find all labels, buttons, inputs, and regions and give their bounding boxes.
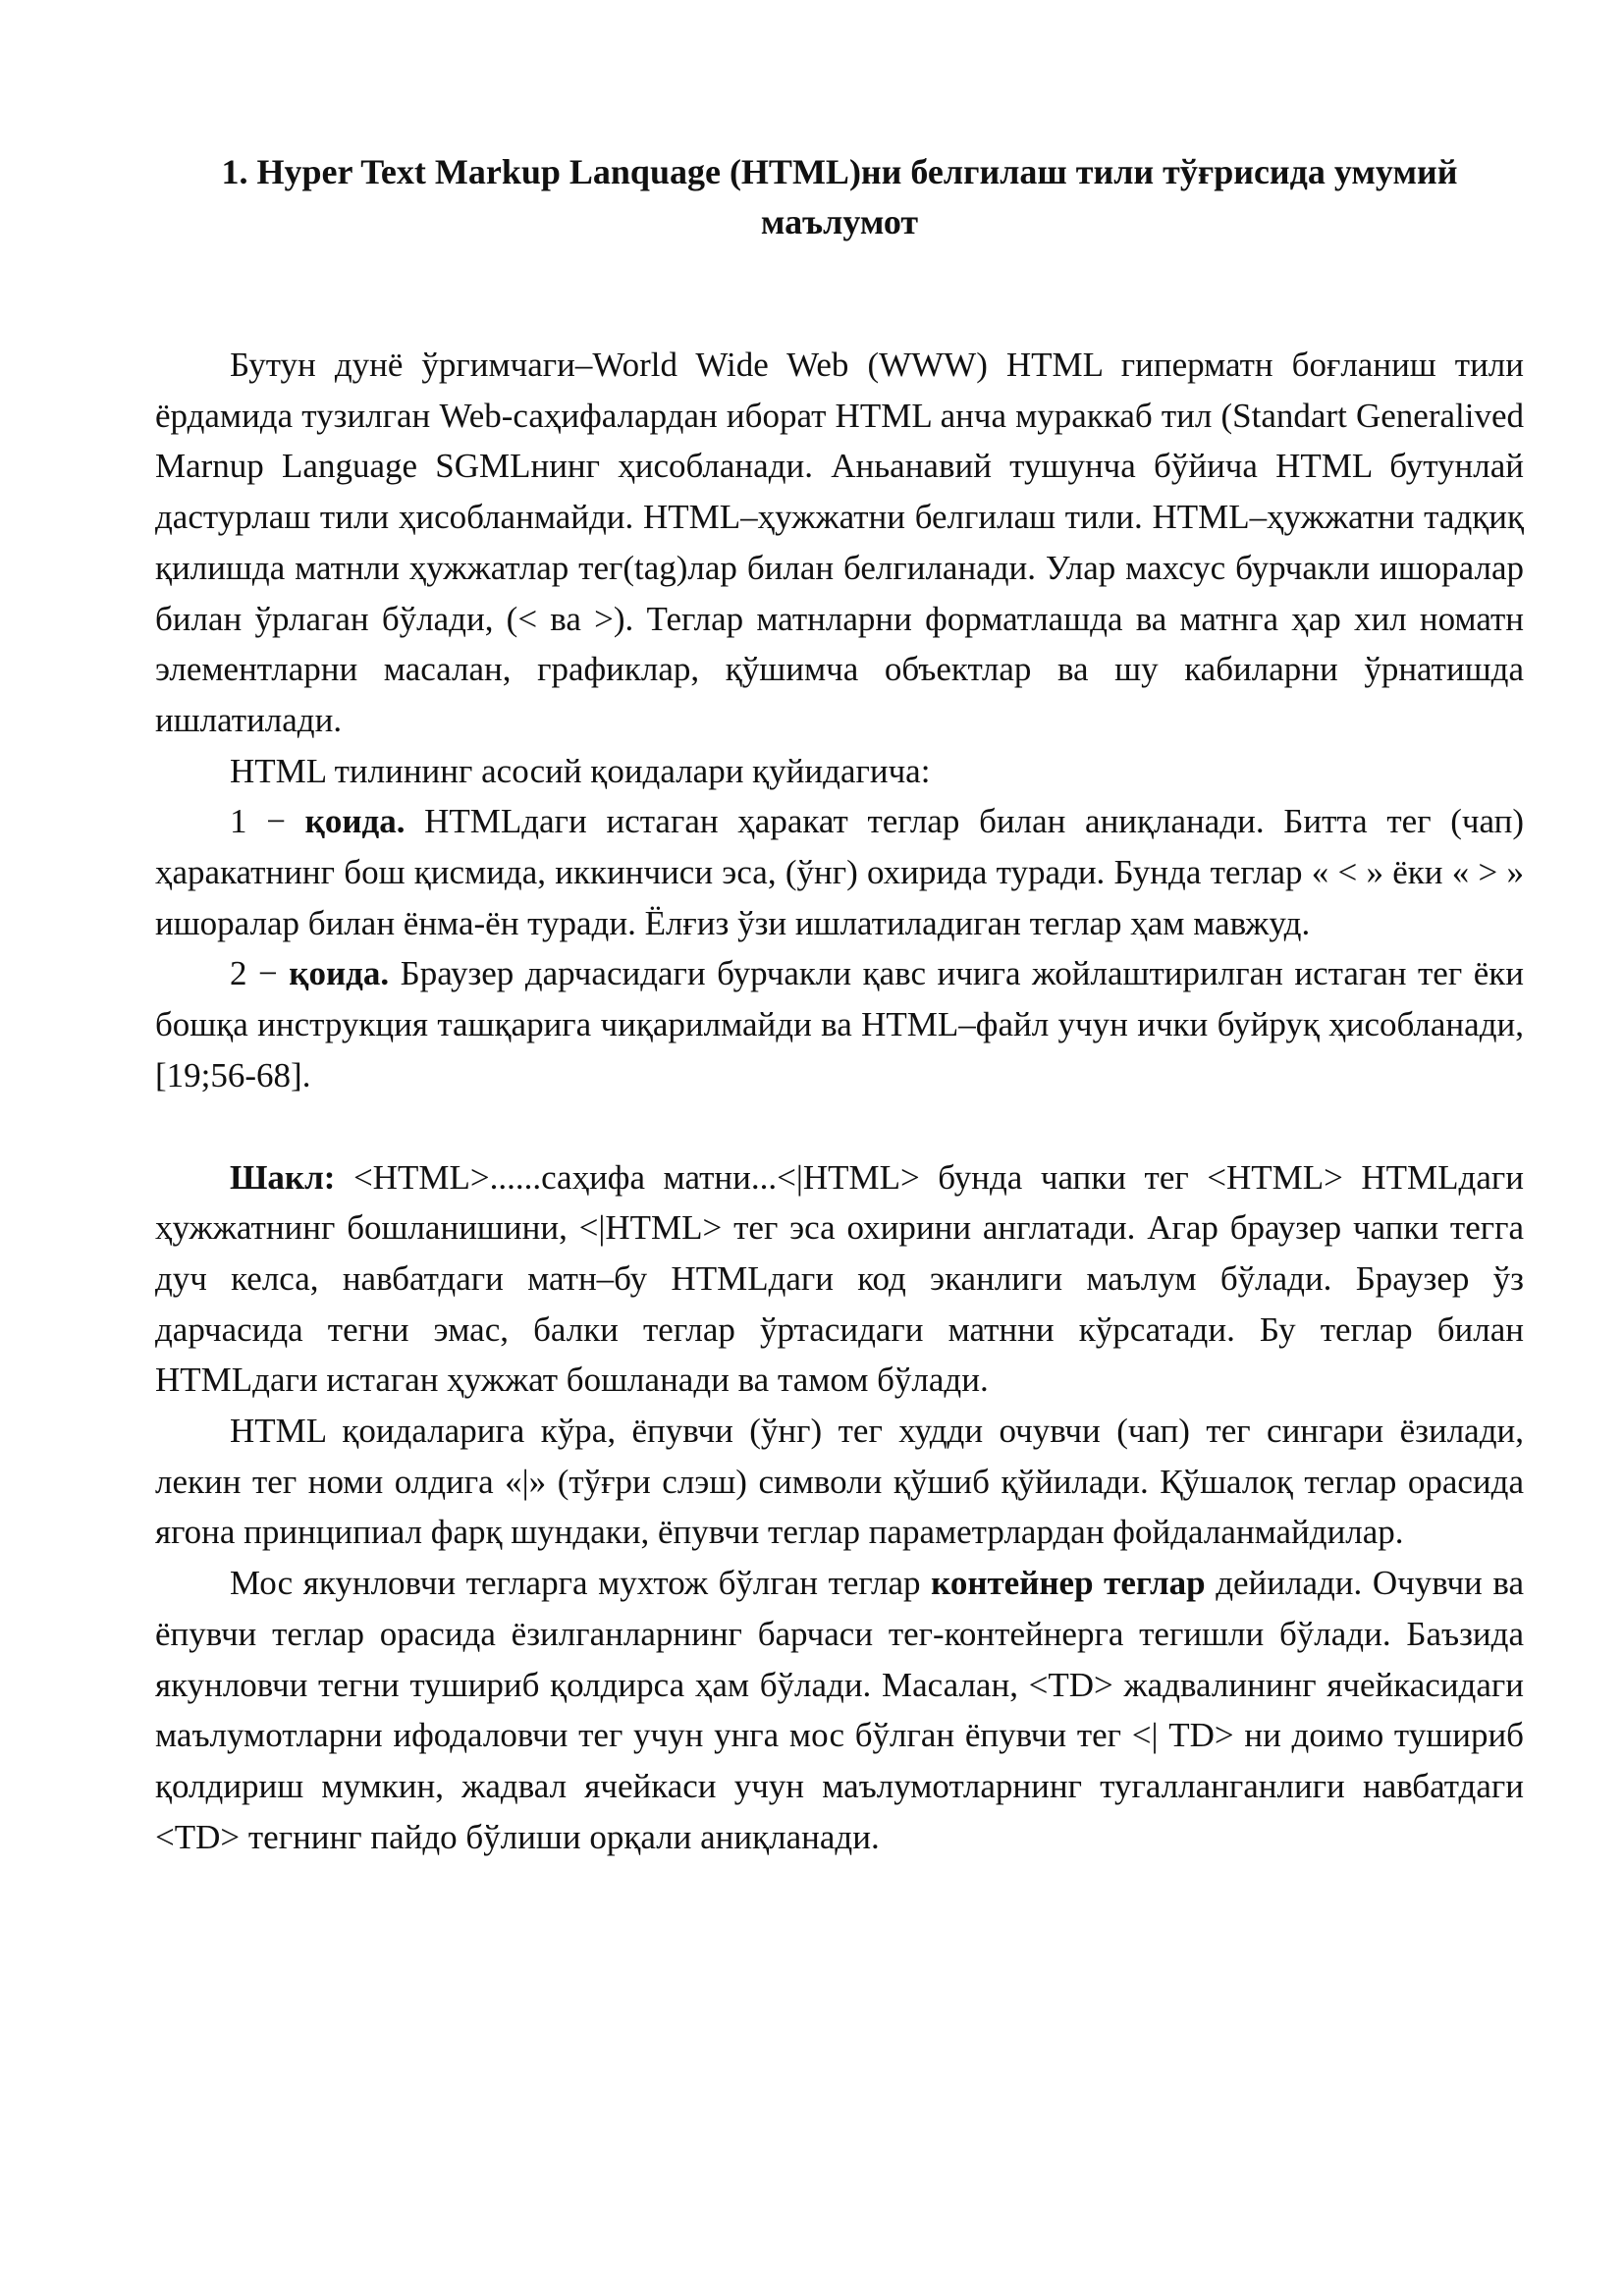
paragraph-www-intro: Бутун дунё ўргимчаги–World Wide Web (WWW) HTML гиперматн боғланиш тили ёрдамида тузилган Web-саҳифалардан иборат HTML анча мураккаб тил (Standart Generalived Marnup Language SGMLнинг ҳисобланади. Аньанавий тушунча бўйича HTML бутунлай дастурлаш тили ҳисобланмайди. HTML–ҳужжатни белгилаш тили. HTML–ҳужжатни тадқиқ қилишда матнли ҳужжатлар тег(tag)лар билан белгиланади. Улар махсус бурчакли ишоралар билан ўрлаган бўлади, (< ва >). Теглар матнларни форматлашда ва матнга ҳар хил номатн элементларни масалан, графиклар, қўшимча объектлар ва шу кабиларни ўрнатишда ишлатилади. [155,346,1524,739]
title-line-2: маълумот [760,202,919,241]
rule-2-label: қоида. [289,954,390,993]
container-text-end: дейилади. Очувчи ва ёпувчи теглар орасида ёзилганларнинг барчаси тег-контейнерга тегишли бўлади. Баъзида якунловчи тегни тушириб қолдирса ҳам бўлади. Масалан, <TD> жадвалининг ячейкасидаги маълумотларни ифодаловчи тег учун унга мос бўлган ёпувчи тег <| TD> ни доимо тушириб қолдириш мумкин, жадвал ячейкаси учун маълумотларнинг тугалланганлиги навбатдаги <TD> тегнинг пайдо бўлиши орқали аниқланади. [155,1564,1524,1856]
document-body [155,340,1524,1862]
title-line-1: 1. Hyper Text Markup Lanquage (HTML)ни белгилаш тили тўғрисида умумий [221,152,1458,191]
rule-1-text: HTMLдаги истаган ҳаракат теглар билан аниқланади. Битта тег (чап) ҳаракатнинг бош қисмида, иккинчиси эса, (ўнг) охирида туради. Бунда теглар « < » ёки « > » ишоралар билан ёнма-ён туради. Ёлғиз ўзи ишлатиладиган теглар ҳам мавжуд. [155,802,1524,942]
shakl-text: <HTML>......саҳифа матни...<|HTML> бунда чапки тег <HTML> HTMLдаги ҳужжатнинг бошланишини, <|HTML> тег эса охирини англатади. Агар браузер чапки тегга дуч келса, навбатдаги матн–бу HTMLдаги код эканлиги маълум бўлади. Браузер ўз дарчасида тегни эмас, балки теглар ўртасидаги матнни кўрсатади. Бу теглар билан HTMLдаги истаган ҳужжат бошланади ва тамом бўлади. [155,1157,1524,1400]
document-title [155,147,1524,247]
container-tags-term: контейнер теглар [931,1564,1206,1603]
paragraph-rules-heading: HTML тилининг асосий қоидалари қуйидагича: [230,751,931,790]
rule-1-prefix: 1 − [230,802,305,841]
paragraph-rule-2 [155,948,1524,1100]
rule-2-text: Браузер дарчасидаги бурчакли қавс ичига жойлаштирилган истаган тег ёки бошқа инструкция ташқарига чиқарилмайди ва HTML–файл учун ички буйруқ ҳисобланади,[19;56-68]. [155,954,1524,1095]
paragraph-closing-tags: HTML қоидаларига кўра, ёпувчи (ўнг) тег худди очувчи (чап) тег сингари ёзилади, лекин тег номи олдига «|» (тўғри слэш) символи қўшиб қўйилади. Қўшалоқ теглар орасида ягона принципиал фарқ шундаки, ёпувчи теглар параметрлардан фойдаланмайдилар. [155,1412,1524,1552]
container-text-start: Мос якунловчи тегларга мухтож бўлган теглар [230,1564,932,1603]
shakl-label: Шакл: [230,1157,336,1197]
paragraph-shakl [155,1152,1524,1407]
document-page [155,147,1524,1862]
rule-2-prefix: 2 − [230,954,290,993]
paragraph-rule-1 [155,796,1524,948]
paragraph-container-tags [155,1558,1524,1862]
rule-1-label: қоида. [304,802,406,841]
